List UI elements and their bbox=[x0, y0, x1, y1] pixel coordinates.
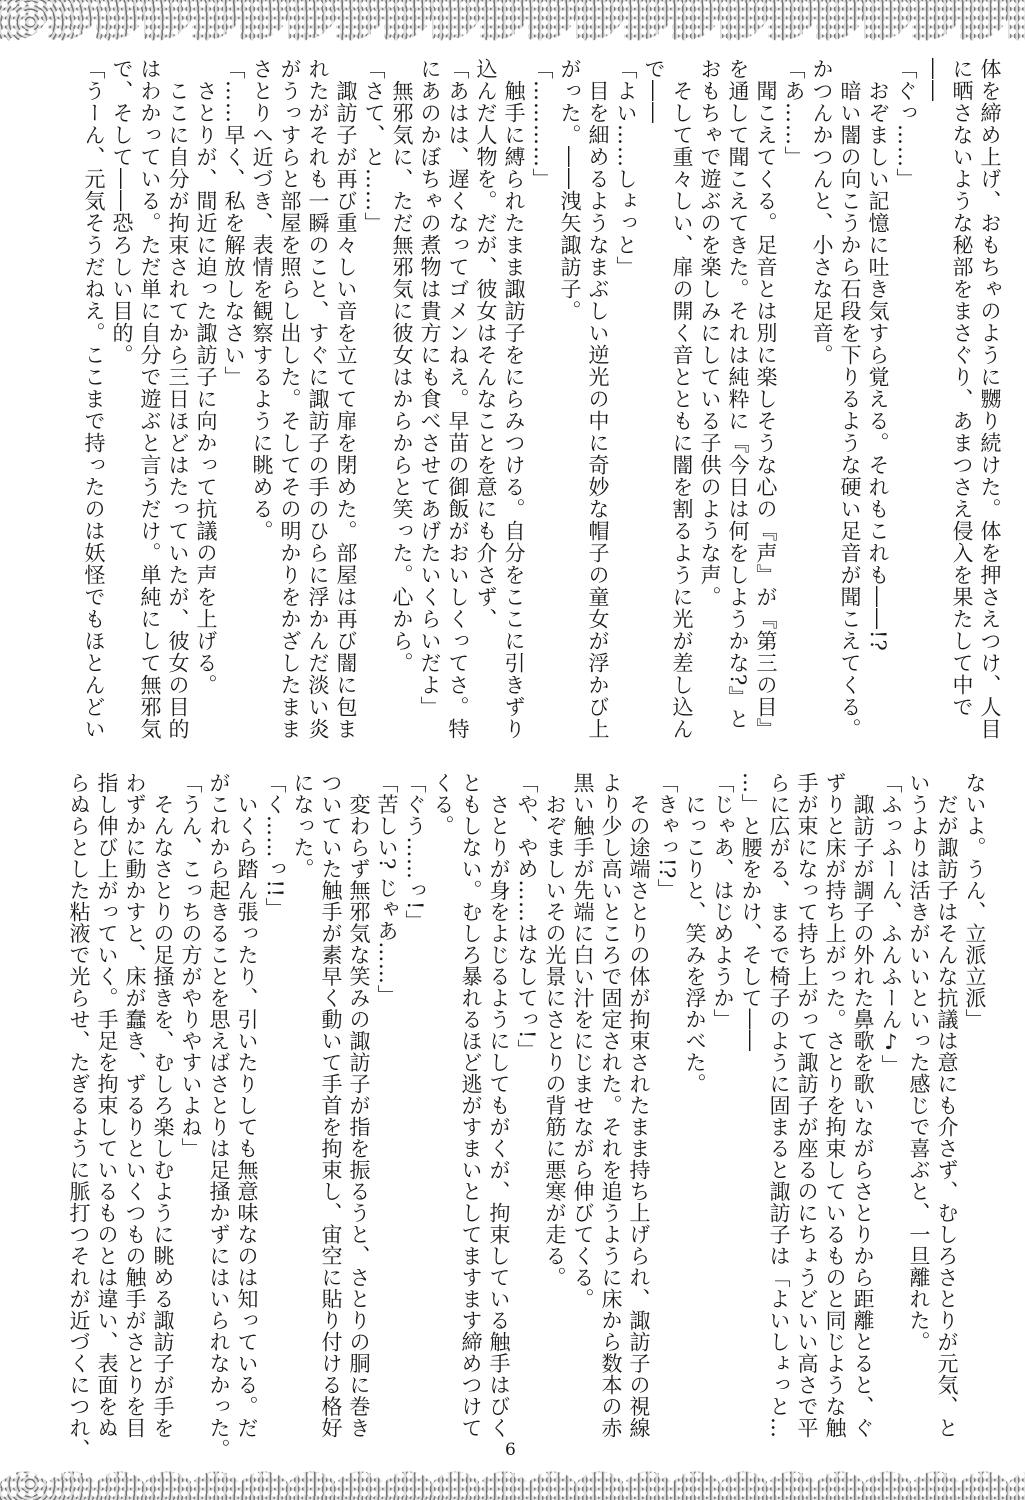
text-column: そんなさとりの足掻きを、むしろ楽しむように眺める諏訪子が手を bbox=[151, 772, 175, 1439]
text-column: いうよりは活きがいいといった感じで喜ぶと、一旦離れた。 bbox=[907, 772, 931, 1353]
text-column: がった。――洩矢諏訪子。 bbox=[558, 58, 582, 322]
text-column: 「…………」 bbox=[530, 58, 554, 190]
lace-border-top bbox=[0, 0, 1025, 44]
text-column: おぞましいその光景にさとりの背筋に悪寒が走る。 bbox=[543, 772, 567, 1288]
text-column: ―― bbox=[922, 58, 946, 102]
text-column: 諏訪子が調子の外れた鼻歌を歌いながらさとりから距離とると、ぐ bbox=[851, 772, 875, 1439]
text-column: さとりが、間近に迫った諏訪子に向かって抗議の声を上げる。 bbox=[194, 58, 218, 696]
text-column: がこれから起きることを思えばさとりは足掻かずにはいられなかった。 bbox=[207, 772, 231, 1460]
text-column: だが諏訪子はそんな抗議は意にも介さず、むしろさとりが元気、と bbox=[935, 772, 959, 1439]
text-column: より少し高いところで固定された。それを追うように床から数本の赤 bbox=[599, 772, 623, 1439]
text-column: 変わらず無邪気な笑みの諏訪子が指を振るうと、さとりの胴に巻き bbox=[347, 772, 371, 1439]
text-column: ずりと床が持ち上がった。さとりを拘束しているものと同じような触 bbox=[823, 772, 847, 1439]
text-column: ないよ。うん、立派立派」 bbox=[963, 772, 987, 1030]
text-column: 黒い触手が先端に白い汁をにじませながら伸びてくる。 bbox=[571, 772, 595, 1310]
text-column: 「あ……」 bbox=[782, 58, 806, 168]
text-column: 「苦しい? じゃあ……」 bbox=[375, 772, 399, 1006]
text-column: そして重々しい、扉の開く音とともに闇を割るように光が差し込ん bbox=[670, 58, 694, 740]
text-column: ついていた触手が素早く動いて手首を拘束し、宙空に貼り付ける格好 bbox=[319, 772, 343, 1439]
text-column: 指し伸び上がっていく。手足を拘束しているものとは違い、表面をぬ bbox=[95, 772, 119, 1439]
text-column: 「うーん、元気そうだねえ。ここまで持ったのは妖怪でもほとんどい bbox=[82, 58, 106, 740]
text-column: ともしない。むしろ暴れるほど逃がすまいとしてますます締めつけて bbox=[459, 772, 483, 1439]
text-column: 込んだ人物を。だが、彼女はそんなことを意にも介さず、 bbox=[474, 58, 498, 630]
text-column: 「よい……しょっと」 bbox=[614, 58, 638, 278]
text-column: その途端さとりの体が拘束されたまま持ち上げられ、諏訪子の視線 bbox=[627, 772, 651, 1439]
text-column: くる。 bbox=[431, 772, 455, 837]
text-column: 「きゃっ!?」 bbox=[655, 772, 679, 901]
text-column: 触手に縛られたまま諏訪子をにらみつける。自分をここに引きずり bbox=[502, 58, 526, 740]
text-column: にあのかぼちゃの煮物は貴方にも食べさせてあげたいくらいだよ」 bbox=[418, 58, 442, 718]
text-column: さとりへ近づき、表情を観察するように眺める。 bbox=[250, 58, 274, 542]
text-column: 聞こえてくる。足音とは別に楽しそうな心の『声』が『第三の目』 bbox=[754, 58, 778, 740]
text-column: …」と腰をかけ、そして―― bbox=[739, 772, 763, 1052]
text-column: 「じゃあ、はじめようか」 bbox=[711, 772, 735, 1030]
text-column: はわかっている。ただ単に自分で遊ぶと言うだけ。単純にして無邪気 bbox=[138, 58, 162, 740]
text-column: 諏訪子が再び重々しい音を立てて扉を閉めた。部屋は再び闇に包ま bbox=[334, 58, 358, 740]
text-column: 無邪気に、ただ無邪気に彼女はからからと笑った。心から。 bbox=[390, 58, 414, 674]
text-column: 「や、やめ……はなしてっ!」 bbox=[515, 772, 539, 1061]
text-column: がうっすらと部屋を照らし出した。そしてその明かりをかざしたまま bbox=[278, 58, 302, 740]
text-block-lower bbox=[65, 772, 989, 1462]
text-column: 手が束になって持ち上がって諏訪子が座るのにちょうどいい高さで平 bbox=[795, 772, 819, 1439]
text-column: 「ふっふーん、ふんふーん♪」 bbox=[879, 772, 903, 1076]
text-column: にっこりと、笑みを浮かべた。 bbox=[683, 772, 707, 1095]
text-column: になった。 bbox=[291, 772, 315, 880]
text-column: 「……早く、私を解放しなさい」 bbox=[222, 58, 246, 388]
text-column: らぬらとした粘液で光らせ、たぎるように脈打つそれが近づくにつれ、 bbox=[67, 772, 91, 1460]
text-column: 「く……っ!!」 bbox=[263, 772, 287, 919]
text-column: で、そして――恐ろしい目的。 bbox=[110, 58, 134, 366]
text-column: ここに自分が拘束されてから三日ほどはたっていたが、彼女の目的 bbox=[166, 58, 190, 740]
text-column: わずかに動かすと、床が蠢き、ずるりといくつもの触手がさとりを目 bbox=[123, 772, 147, 1439]
text-column: らに広がる、まるで椅子のように固まると諏訪子は「よいしょっと… bbox=[767, 772, 791, 1439]
text-column: 「ぐっ……」 bbox=[894, 58, 918, 190]
text-column: 「さて、と……」 bbox=[362, 58, 386, 234]
text-column: 目を細めるようなまぶしい逆光の中に奇妙な帽子の童女が浮かび上 bbox=[586, 58, 610, 740]
text-column: を通して聞こえてきた。それは純粋に『今日は何をしようかな?』と bbox=[726, 58, 750, 731]
text-column: で―― bbox=[642, 58, 666, 124]
text-column: おもちゃで遊ぶのを楽しみにしている子供のような声。 bbox=[698, 58, 722, 608]
page-number: 6 bbox=[502, 1440, 519, 1460]
text-column: おぞましい記憶に吐き気すら覚える。それもこれも――!? bbox=[866, 58, 890, 652]
text-column: 「ぐう……っ!」 bbox=[403, 772, 427, 932]
text-block-upper bbox=[80, 58, 1004, 770]
text-column: 体を締め上げ、おもちゃのように嬲り続けた。体を押さえつけ、人目 bbox=[978, 58, 1002, 740]
text-column: かつんかつんと、小さな足音。 bbox=[810, 58, 834, 366]
text-column: に晒さないような秘部をまさぐり、あまつさえ侵入を果たして中で bbox=[950, 58, 974, 718]
lace-border-bottom bbox=[0, 1462, 1025, 1500]
text-column: いくら踏ん張ったり、引いたりしても無意味なのは知っている。だ bbox=[235, 772, 259, 1439]
text-column: 暗い闇の向こうから石段を下りるような硬い足音が聞こえてくる。 bbox=[838, 58, 862, 740]
text-column: 「うん、こっちの方がやりやすいよね」 bbox=[179, 772, 203, 1159]
text-column: さとりが身をよじるようにしてもがくが、拘束している触手はびく bbox=[487, 772, 511, 1439]
text-column: 「あはは、遅くなってゴメンねえ。早苗の御飯がおいしくってさ。特 bbox=[446, 58, 470, 740]
text-column: れたがそれも一瞬のこと、すぐに諏訪子の手のひらに浮かんだ淡い炎 bbox=[306, 58, 330, 740]
